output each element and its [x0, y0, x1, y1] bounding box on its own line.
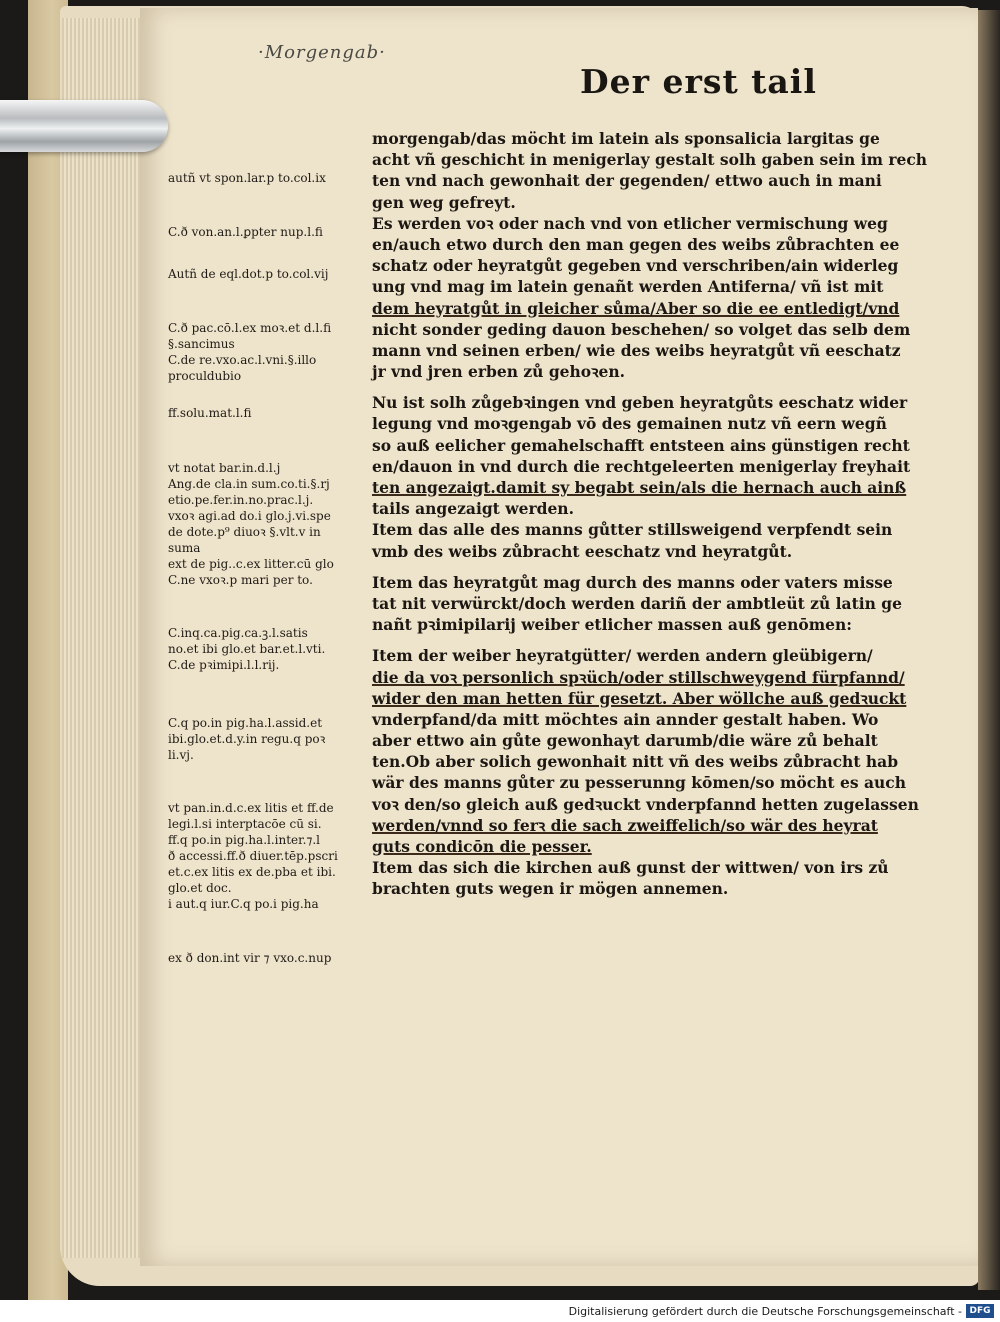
margin-note-line: legi.l.si interptacōe cū si. [168, 817, 322, 831]
margin-note-line: de dote.p⁹ diuoꝛ §.vlt.v in [168, 525, 321, 539]
margin-note-line: C.ne vxoꝛ.p mari per to. [168, 573, 313, 587]
text-line: nicht sonder geding dauon beschehen/ so volget das selb dem [372, 319, 911, 339]
text-line: brachten guts wegen ir mögen annemen. [372, 879, 729, 899]
text-line: werden/vnnd so ferꝛ die sach zweiffelich/so wär des heyrat [372, 815, 878, 835]
text-line: gen weg gefreyt. [372, 192, 516, 212]
margin-note-line: C.ð von.an.l.ꝑpter nup.l.fi [168, 225, 323, 239]
margin-note-line: ibi.glo.et.d.y.in regu.q poꝛ [168, 732, 326, 746]
margin-note-line: etio.pe.fer.in.no.prac.l.j. [168, 493, 314, 507]
margin-note [168, 625, 325, 673]
text-line: ten angezaigt.damit sy begabt sein/als die hernach auch ainß [372, 478, 907, 497]
text-line: en/dauon in vnd durch die rechtgeleerten menigerlay freyhait [372, 456, 911, 476]
text-line: wär des manns gůter zu pesserunng kōmen/so möcht es auch [372, 773, 906, 793]
margin-note [168, 950, 331, 966]
margin-note-line: C.q po.in pig.ha.l.assid.et [168, 716, 323, 730]
margin-note-line: ex ð don.int vir ⁊ vxo.c.nup [168, 951, 332, 965]
margin-note-line: autñ vt spon.lar.p to.col.ix [168, 171, 326, 185]
margin-note-line: i aut.q iur.C.q po.i pig.ha [168, 897, 319, 911]
margin-note-line: ext de pig..c.ex litter.cū glo [168, 557, 334, 571]
margin-note-line: no.et ibi glo.et bar.et.l.vti. [168, 642, 326, 656]
text-line: voꝛ den/so gleich auß gedꝛuckt vnderpfannd hetten zugelassen [372, 794, 919, 814]
text-line: wider den man hetten für gesetzt. Aber wöllche auß gedꝛuckt [372, 688, 907, 708]
margin-note-line: glo.et doc. [168, 881, 232, 895]
paragraph-gap [372, 635, 932, 645]
margin-note [168, 405, 252, 421]
text-line: Es werden voꝛ oder nach vnd von etlicher vermischung weg [372, 213, 888, 233]
text-line: Item das alle des manns gůtter stillsweigend verpfendt sein [372, 520, 893, 540]
footer-bar [0, 1300, 1000, 1322]
text-line: tat nit verwürckt/doch werden dariñ der ambtleüt zů latin ge [372, 593, 902, 613]
margin-note-line: C.ð pac.cō.l.ex moꝛ.et d.l.fi [168, 321, 332, 335]
margin-note [168, 715, 325, 763]
text-line: aber ettwo ain gůte gewonhayt darumb/die wäre zů behalt [372, 731, 878, 751]
margin-note-line: vxoꝛ agi.ad do.i glo.j.vi.spe [168, 509, 331, 523]
text-line: vmb des weibs zůbracht eeschatz vnd heyratgůt. [372, 541, 793, 561]
margin-note-line: li.vj. [168, 748, 194, 762]
margin-note [168, 320, 331, 384]
margin-note-line: ff.q po.in pig.ha.l.inter.⁊.l [168, 833, 321, 847]
paragraph-gap [372, 382, 932, 392]
glass-weight-rod [0, 100, 168, 152]
text-line: ten.Ob aber solich gewonhait nitt vñ des weibs zůbracht hab [372, 752, 899, 772]
margin-note-line: C.de re.vxo.ac.l.vni.§.illo [168, 353, 317, 367]
main-text-block [372, 128, 932, 900]
text-line: ten vnd nach gewonhait der gegenden/ ettwo auch in mani [372, 171, 882, 191]
funding-credit: Digitalisierung gefördert durch die Deutsche Forschungsgemeinschaft - [568, 1305, 962, 1318]
text-line: nañt pꝛimipilarij weiber etlicher massen auß genōmen: [372, 615, 852, 635]
text-line: schatz oder heyratgůt gegeben vnd verschriben/ain widerleg [372, 256, 899, 276]
text-line: morgengab/das möcht im latein als sponsalicia largitas ge [372, 129, 880, 148]
text-line: dem heyratgůt in gleicher sůma/Aber so die ee entledigt/vnd [372, 298, 900, 318]
margin-note-line: §.sancimus [168, 337, 235, 351]
text-line: mann vnd seinen erben/ wie des weibs heyratgůt vñ eeschatz [372, 340, 901, 360]
text-line: so auß eelicher gemahelschafft entsteen ains günstigen recht [372, 435, 910, 455]
text-line: die da voꝛ personlich spꝛüch/oder stillschweygend fürpfannd/ [372, 667, 905, 687]
margin-note [168, 460, 334, 588]
margin-note [168, 224, 323, 240]
margin-note [168, 266, 328, 282]
margin-note-line: ff.solu.mat.l.fi [168, 406, 252, 420]
stacked-page-edges [62, 18, 144, 1258]
margin-note-line: et.c.ex litis ex de.pba et ibi. [168, 865, 336, 879]
gutter-shadow [978, 10, 1000, 1290]
text-line: Nu ist solh zůgebꝛingen vnd geben heyratgůts eeschatz wider [372, 393, 908, 413]
margin-note-line: ð accessi.ff.ð diuer.tēp.pscri [168, 849, 338, 863]
margin-note-line: suma [168, 541, 201, 555]
margin-note [168, 800, 338, 912]
text-line: guts condicōn die pesser. [372, 837, 592, 856]
margin-note-line: proculdubio [168, 369, 242, 383]
margin-note-line: Autñ de eql.dot.p to.col.vij [168, 267, 329, 281]
handwritten-note: ·Morgengab· [258, 42, 386, 63]
text-line: Item der weiber heyratgütter/ werden andern gleübigern/ [372, 646, 873, 666]
dfg-logo: DFG [966, 1304, 994, 1318]
paragraph-gap [372, 562, 932, 572]
text-line: tails angezaigt werden. [372, 499, 574, 519]
margin-note-line: C.de pꝛimipi.l.l.rij. [168, 658, 280, 672]
margin-note-line: vt pan.in.d.c.ex litis et ff.de [168, 801, 334, 815]
text-line: Item das sich die kirchen auß gunst der wittwen/ von irs zů [372, 858, 889, 878]
margin-note-line: Ang.de cla.in sum.co.ti.§.rj [168, 477, 330, 491]
text-line: acht vñ geschicht in menigerlay gestalt solh gaben sein im rech [372, 150, 927, 170]
text-line: legung vnd moꝛgengab vō des gemainen nutz vñ eern wegñ [372, 414, 887, 434]
margin-note-line: vt notat bar.in.d.l.j [168, 461, 281, 475]
margin-note [168, 170, 326, 186]
text-line: ung vnd mag im latein genañt werden Antiferna/ vñ ist mit [372, 277, 884, 297]
text-line: en/auch etwo durch den man gegen des weibs zůbrachten ee [372, 234, 900, 254]
text-line: jr vnd jren erben zů gehoꝛen. [372, 362, 626, 382]
text-line: vnderpfand/da mitt möchtes ain annder gestalt haben. Wo [372, 709, 879, 729]
text-line: Item das heyratgůt mag durch des manns oder vaters misse [372, 572, 893, 592]
margin-note-line: C.inq.ca.pig.ca.ꝫ.l.satis [168, 626, 308, 640]
running-head: Der erst tail [580, 62, 817, 101]
